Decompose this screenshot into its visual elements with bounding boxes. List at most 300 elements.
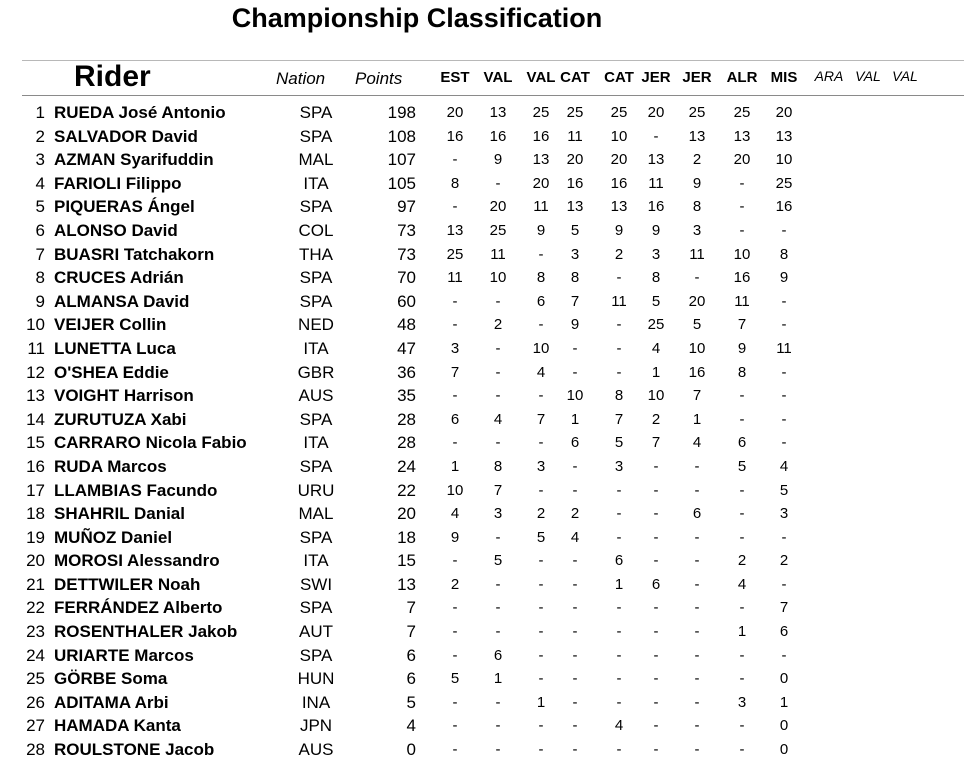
race-result: - — [452, 717, 458, 735]
rider-name: MOROSI Alessandro — [54, 551, 220, 571]
header-future-race-1: ARA — [814, 68, 844, 84]
race-result: - — [739, 599, 745, 617]
race-result: - — [653, 457, 659, 475]
rider-position: 14 — [26, 409, 45, 429]
race-result: 2 — [493, 316, 503, 334]
race-result: 11 — [490, 245, 506, 263]
race-result: 25 — [610, 104, 628, 121]
race-result: - — [572, 481, 578, 499]
race-result: 2 — [536, 505, 546, 523]
rider-nation: NED — [298, 315, 334, 335]
race-result: 2 — [651, 410, 661, 428]
race-result: - — [572, 575, 578, 593]
rider-position: 28 — [26, 740, 45, 760]
rider-points: 15 — [397, 551, 416, 571]
rider-position: 25 — [26, 669, 45, 689]
race-result: 7 — [779, 599, 789, 617]
race-result: - — [739, 670, 745, 688]
rider-name: RUDA Marcos — [54, 456, 167, 476]
race-result: 5 — [692, 316, 702, 334]
table-row — [0, 596, 964, 620]
race-result: 6 — [450, 410, 460, 428]
race-result: 3 — [570, 245, 580, 263]
race-result: 3 — [450, 339, 460, 357]
race-result: 10 — [647, 387, 665, 405]
race-result: - — [538, 646, 544, 664]
table-row — [0, 620, 964, 644]
race-result: 5 — [493, 552, 503, 570]
race-result: 5 — [737, 457, 747, 475]
race-result: 4 — [493, 410, 503, 428]
race-result: - — [538, 316, 544, 334]
rider-points: 107 — [387, 150, 416, 170]
race-result: 13 — [688, 127, 706, 145]
rider-position: 6 — [35, 220, 45, 240]
race-result: 9 — [536, 221, 546, 239]
table-row — [0, 148, 964, 172]
race-result: 10 — [489, 269, 507, 287]
race-result: - — [572, 646, 578, 664]
race-result: 8 — [614, 387, 624, 405]
race-result: - — [495, 623, 501, 641]
race-result: 8 — [692, 198, 702, 216]
rider-points: 73 — [397, 244, 416, 264]
race-result: - — [538, 599, 544, 617]
rider-position: 4 — [35, 173, 45, 193]
race-result: 1 — [493, 670, 503, 688]
rider-name: AZMAN Syarifuddin — [54, 150, 214, 170]
rider-points: 73 — [397, 220, 416, 240]
race-result: - — [538, 481, 544, 499]
race-result: 0 — [779, 717, 789, 735]
race-result: - — [538, 623, 544, 641]
race-result: 10 — [688, 339, 706, 357]
race-result: - — [739, 221, 745, 239]
table-row — [0, 714, 964, 738]
race-result: - — [694, 670, 700, 688]
race-result: 9 — [614, 221, 624, 239]
race-result: 5 — [450, 670, 460, 688]
race-result: 10 — [446, 481, 464, 499]
race-result: 10 — [566, 387, 584, 405]
rider-position: 22 — [26, 598, 45, 618]
race-result: 11 — [533, 198, 549, 216]
race-result: 20 — [532, 174, 550, 192]
race-result: 1 — [651, 363, 661, 381]
race-result: 10 — [733, 245, 751, 263]
rider-points: 36 — [397, 362, 416, 382]
rider-points: 105 — [387, 173, 416, 193]
race-result: - — [572, 670, 578, 688]
race-result: 6 — [614, 552, 624, 570]
race-result: 13 — [775, 127, 793, 145]
race-result: 9 — [450, 528, 460, 546]
header-race-3: VAL — [526, 69, 556, 86]
race-result: 10 — [610, 127, 628, 145]
table-row — [0, 691, 964, 715]
race-result: 20 — [775, 104, 793, 121]
race-result: 16 — [733, 269, 751, 287]
race-result: 9 — [570, 316, 580, 334]
race-result: 6 — [536, 292, 546, 310]
rider-name: SHAHRIL Danial — [54, 504, 185, 524]
race-result: - — [572, 552, 578, 570]
rider-name: FERRÁNDEZ Alberto — [54, 598, 223, 618]
race-result: - — [653, 741, 659, 759]
rider-points: 22 — [397, 480, 416, 500]
rider-name: ALMANSA David — [54, 291, 190, 311]
rider-name: MUÑOZ Daniel — [54, 527, 173, 547]
race-result: 1 — [570, 410, 580, 428]
rider-position: 18 — [26, 504, 45, 524]
race-result: - — [694, 646, 700, 664]
race-result: - — [538, 387, 544, 405]
header-rider: Rider — [74, 60, 151, 93]
table-header — [0, 60, 964, 96]
rider-nation: ITA — [303, 338, 329, 358]
rider-position: 1 — [35, 103, 45, 122]
race-result: 4 — [737, 575, 747, 593]
rider-name: ROSENTHALER Jakob — [54, 622, 238, 642]
rider-name: FARIOLI Filippo — [54, 173, 182, 193]
race-result: 5 — [779, 481, 789, 499]
race-result: 9 — [779, 269, 789, 287]
rider-name: HAMADA Kanta — [54, 716, 181, 736]
race-result: 16 — [775, 198, 793, 216]
rider-points: 20 — [397, 504, 416, 524]
rider-points: 198 — [387, 103, 416, 122]
race-result: - — [739, 646, 745, 664]
header-race-1: EST — [440, 69, 470, 86]
race-result: - — [495, 363, 501, 381]
race-result: 4 — [692, 434, 702, 452]
race-result: - — [694, 269, 700, 287]
header-race-4: CAT — [560, 69, 590, 86]
rider-position: 23 — [26, 622, 45, 642]
header-race-5: CAT — [604, 69, 634, 86]
rider-nation: ITA — [303, 433, 329, 453]
rider-name: GÖRBE Soma — [54, 669, 168, 689]
race-result: 20 — [688, 292, 706, 310]
race-result: 3 — [493, 505, 503, 523]
race-result: 3 — [692, 221, 702, 239]
race-result: - — [616, 505, 622, 523]
race-result: 25 — [532, 104, 550, 121]
race-result: - — [616, 339, 622, 357]
race-result: 4 — [651, 339, 661, 357]
race-result: 3 — [737, 693, 747, 711]
race-result: 11 — [734, 292, 750, 310]
race-result: - — [495, 599, 501, 617]
rider-position: 15 — [26, 433, 45, 453]
race-result: 11 — [776, 339, 792, 357]
race-result: - — [572, 623, 578, 641]
rider-nation: THA — [299, 244, 333, 264]
header-race-9: MIS — [770, 69, 798, 86]
race-result: - — [781, 292, 787, 310]
race-result: - — [616, 693, 622, 711]
table-row — [0, 408, 964, 432]
rider-points: 7 — [406, 622, 416, 642]
rider-points: 0 — [406, 740, 416, 760]
race-result: - — [781, 528, 787, 546]
rider-nation: SPA — [299, 291, 333, 311]
race-result: 25 — [446, 245, 464, 263]
race-result: - — [739, 505, 745, 523]
race-result: - — [616, 316, 622, 334]
race-result: 9 — [493, 151, 503, 169]
race-result: 0 — [779, 670, 789, 688]
race-result: 7 — [570, 292, 580, 310]
table-row — [0, 384, 964, 408]
race-result: - — [781, 575, 787, 593]
table-row — [0, 125, 964, 149]
header-nation: Nation — [276, 69, 326, 88]
rider-name: LUNETTA Luca — [54, 338, 176, 358]
race-result: - — [616, 481, 622, 499]
rider-name: ADITAMA Arbi — [54, 692, 169, 712]
race-result: - — [538, 434, 544, 452]
race-result: - — [616, 269, 622, 287]
table-row — [0, 243, 964, 267]
race-result: 13 — [489, 104, 507, 121]
rider-nation: SPA — [299, 456, 333, 476]
race-result: 4 — [614, 717, 624, 735]
race-result: 6 — [493, 646, 503, 664]
race-result: - — [452, 741, 458, 759]
race-result: - — [653, 693, 659, 711]
race-result: - — [653, 505, 659, 523]
race-result: 13 — [446, 221, 464, 239]
race-result: - — [538, 717, 544, 735]
race-result: 7 — [450, 363, 460, 381]
race-result: - — [538, 741, 544, 759]
race-result: - — [694, 599, 700, 617]
rider-points: 60 — [397, 291, 416, 311]
rider-position: 21 — [26, 574, 45, 594]
table-row — [0, 266, 964, 290]
rider-points: 7 — [406, 598, 416, 618]
race-result: 11 — [648, 174, 664, 192]
race-result: - — [495, 434, 501, 452]
race-result: - — [694, 741, 700, 759]
race-result: 25 — [775, 174, 793, 192]
race-result: - — [572, 363, 578, 381]
rider-nation: SPA — [299, 197, 333, 217]
table-row — [0, 313, 964, 337]
race-result: 9 — [651, 221, 661, 239]
rider-position: 7 — [35, 244, 45, 264]
rider-points: 70 — [397, 268, 416, 288]
race-result: - — [694, 575, 700, 593]
race-result: - — [653, 599, 659, 617]
header-race-6: JER — [641, 69, 671, 86]
race-result: 8 — [536, 269, 546, 287]
header-future-race-3: VAL — [892, 68, 918, 84]
rider-position: 11 — [27, 338, 45, 358]
table-row — [0, 738, 964, 762]
race-result: - — [572, 717, 578, 735]
rider-nation: SPA — [299, 126, 333, 146]
race-result: - — [616, 528, 622, 546]
rider-nation: GBR — [297, 362, 335, 382]
rider-points: 18 — [397, 527, 416, 547]
race-result: 16 — [566, 174, 584, 192]
race-result: 8 — [450, 174, 460, 192]
rider-nation: ITA — [303, 173, 329, 193]
race-result: 6 — [737, 434, 747, 452]
race-result: - — [616, 623, 622, 641]
race-result: 2 — [737, 552, 747, 570]
rider-points: 48 — [397, 315, 416, 335]
rider-position: 10 — [26, 315, 45, 335]
race-result: - — [739, 198, 745, 216]
rider-points: 4 — [406, 716, 416, 736]
race-result: - — [653, 623, 659, 641]
race-result: 8 — [737, 363, 747, 381]
race-result: 25 — [489, 221, 507, 239]
rider-points: 47 — [397, 338, 416, 358]
race-result: 10 — [532, 339, 550, 357]
rider-nation: AUS — [298, 740, 334, 760]
rider-name: URIARTE Marcos — [54, 645, 194, 665]
race-result: - — [452, 198, 458, 216]
race-result: 2 — [614, 245, 624, 263]
rider-position: 20 — [26, 551, 45, 571]
rider-name: VOIGHT Harrison — [54, 386, 194, 406]
race-result: - — [694, 481, 700, 499]
race-result: 7 — [614, 410, 624, 428]
race-result: 2 — [570, 505, 580, 523]
race-result: - — [538, 245, 544, 263]
race-result: 8 — [651, 269, 661, 287]
race-result: 9 — [692, 174, 702, 192]
race-result: 1 — [737, 623, 747, 641]
rider-name: DETTWILER Noah — [54, 574, 201, 594]
race-result: - — [781, 316, 787, 334]
race-result: 11 — [611, 292, 627, 310]
race-result: 4 — [536, 363, 546, 381]
race-result: - — [538, 670, 544, 688]
rider-name: O'SHEA Eddie — [54, 362, 169, 382]
rider-position: 5 — [35, 197, 45, 217]
race-result: - — [781, 410, 787, 428]
race-result: - — [572, 599, 578, 617]
race-result: - — [452, 552, 458, 570]
race-result: 4 — [779, 457, 789, 475]
race-result: 6 — [692, 505, 702, 523]
race-result: 5 — [570, 221, 580, 239]
rider-nation: ITA — [303, 551, 329, 571]
race-result: - — [495, 528, 501, 546]
race-result: 7 — [536, 410, 546, 428]
race-result: - — [739, 410, 745, 428]
race-result: - — [452, 599, 458, 617]
race-result: - — [452, 623, 458, 641]
race-result: 13 — [610, 198, 628, 216]
race-result: - — [495, 339, 501, 357]
race-result: - — [452, 693, 458, 711]
rider-name: RUEDA José Antonio — [54, 103, 226, 122]
rider-points: 6 — [406, 645, 416, 665]
rider-points: 97 — [397, 197, 416, 217]
race-result: - — [653, 717, 659, 735]
race-result: - — [616, 646, 622, 664]
race-result: 3 — [651, 245, 661, 263]
race-result: 16 — [446, 127, 464, 145]
rider-name: VEIJER Collin — [54, 315, 167, 335]
race-result: 2 — [779, 552, 789, 570]
race-result: 25 — [647, 316, 665, 334]
table-row — [0, 455, 964, 479]
race-result: 13 — [733, 127, 751, 145]
race-result: - — [616, 741, 622, 759]
race-result: 2 — [450, 575, 460, 593]
table-row — [0, 101, 964, 125]
race-result: - — [616, 363, 622, 381]
classification-table — [0, 101, 964, 762]
rider-nation: INA — [301, 692, 331, 712]
race-result: - — [694, 552, 700, 570]
race-result: - — [616, 599, 622, 617]
rider-position: 13 — [26, 386, 45, 406]
table-row — [0, 502, 964, 526]
race-result: - — [653, 646, 659, 664]
race-result: 9 — [737, 339, 747, 357]
race-result: 20 — [489, 198, 507, 216]
race-result: 11 — [567, 127, 583, 145]
race-result: - — [572, 339, 578, 357]
race-result: - — [653, 481, 659, 499]
race-result: - — [538, 552, 544, 570]
table-row — [0, 337, 964, 361]
race-result: 7 — [493, 481, 503, 499]
race-result: 8 — [570, 269, 580, 287]
race-result: 5 — [614, 434, 624, 452]
race-result: - — [781, 363, 787, 381]
race-result: - — [572, 741, 578, 759]
rider-nation: URU — [297, 480, 335, 500]
race-result: - — [739, 717, 745, 735]
rider-position: 8 — [35, 268, 45, 288]
rider-name: LLAMBIAS Facundo — [54, 480, 218, 500]
race-result: 7 — [737, 316, 747, 334]
header-race-2: VAL — [483, 69, 513, 86]
race-result: - — [739, 387, 745, 405]
rider-name: ROULSTONE Jacob — [54, 740, 215, 760]
header-points: Points — [355, 69, 403, 88]
race-result: - — [653, 127, 659, 145]
race-result: 6 — [570, 434, 580, 452]
table-row — [0, 172, 964, 196]
race-result: 11 — [447, 269, 463, 287]
race-result: - — [495, 387, 501, 405]
race-result: - — [739, 481, 745, 499]
rider-position: 3 — [35, 150, 45, 170]
race-result: 3 — [536, 457, 546, 475]
header-race-8: ALR — [726, 69, 758, 86]
table-row — [0, 644, 964, 668]
race-result: - — [495, 174, 501, 192]
rider-name: BUASRI Tatchakorn — [54, 244, 215, 264]
rider-nation: SPA — [299, 268, 333, 288]
rider-nation: MAL — [298, 504, 334, 524]
race-result: 8 — [493, 457, 503, 475]
table-row — [0, 290, 964, 314]
rider-position: 24 — [26, 645, 45, 665]
race-result: 1 — [536, 693, 546, 711]
table-row — [0, 361, 964, 385]
